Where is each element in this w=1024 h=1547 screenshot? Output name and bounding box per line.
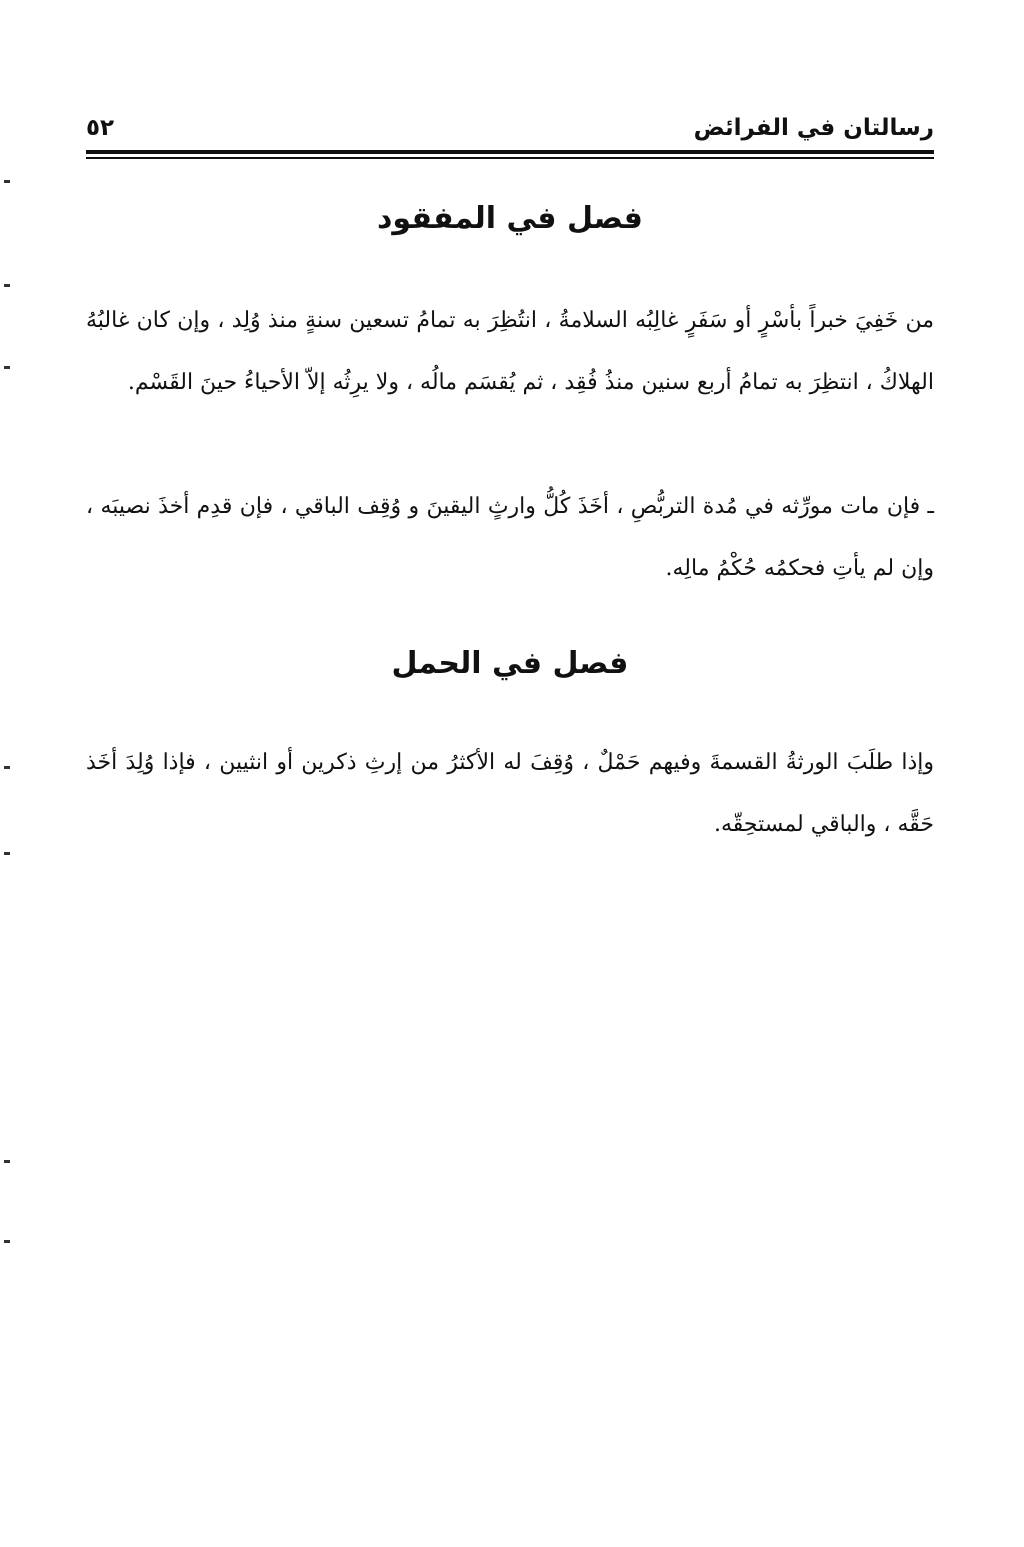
paragraph-pregnancy-1: وإذا طلَبَ الورثةُ القسمةَ وفيهم حَمْلٌ ، وُقِفَ له الأكثرُ من إرثِ ذكرين أو انثيين ، فإذا وُلِدَ أخَذ حَقَّه ، والباقي لمستحِقّه. (86, 750, 934, 837)
paragraph-missing-person-2: ـ فإن مات مورِّثه في مُدة التربُّصِ ، أخَذَ كُلُّ وارثٍ اليقينَ و وُقِف الباقي ، فإن قدِم أخذَ نصيبَه ، وإن لم يأتِ فحكمُه حُكْمُ مالِه. (86, 494, 934, 581)
scan-edge-mark (4, 852, 10, 855)
scan-edge-mark (4, 180, 10, 183)
section-title-missing-person: فصل في المفقود (377, 201, 643, 236)
page-header (86, 112, 934, 152)
paragraph-missing-person-1: من خَفِيَ خبراً بأسْرٍ أو سَفَرٍ غالِبُه السلامةُ ، انتُظِرَ به تمامُ تسعين سنةٍ منذ وُلِد ، وإن كان غالبُهُ الهلاكُ ، انتظِرَ به تمامُ أربع سنين منذُ فُقِد ، ثم يُقسَم مالُه ، ولا يرِثُه إلاّ الأحياءُ حينَ القَسْم. (86, 308, 934, 395)
page-number: ٥٢ (86, 115, 115, 141)
scan-edge-mark (4, 1160, 10, 1163)
scan-edge-mark (4, 1240, 10, 1243)
scan-edge-mark (4, 366, 10, 369)
header-rule-thick (86, 150, 934, 154)
header-rule-thin (86, 157, 934, 159)
scan-edge-mark (4, 766, 10, 769)
scan-edge-mark (4, 284, 10, 287)
running-title: رسالتان في الفرائض (693, 115, 934, 141)
section-title-pregnancy: فصل في الحمل (391, 646, 629, 681)
